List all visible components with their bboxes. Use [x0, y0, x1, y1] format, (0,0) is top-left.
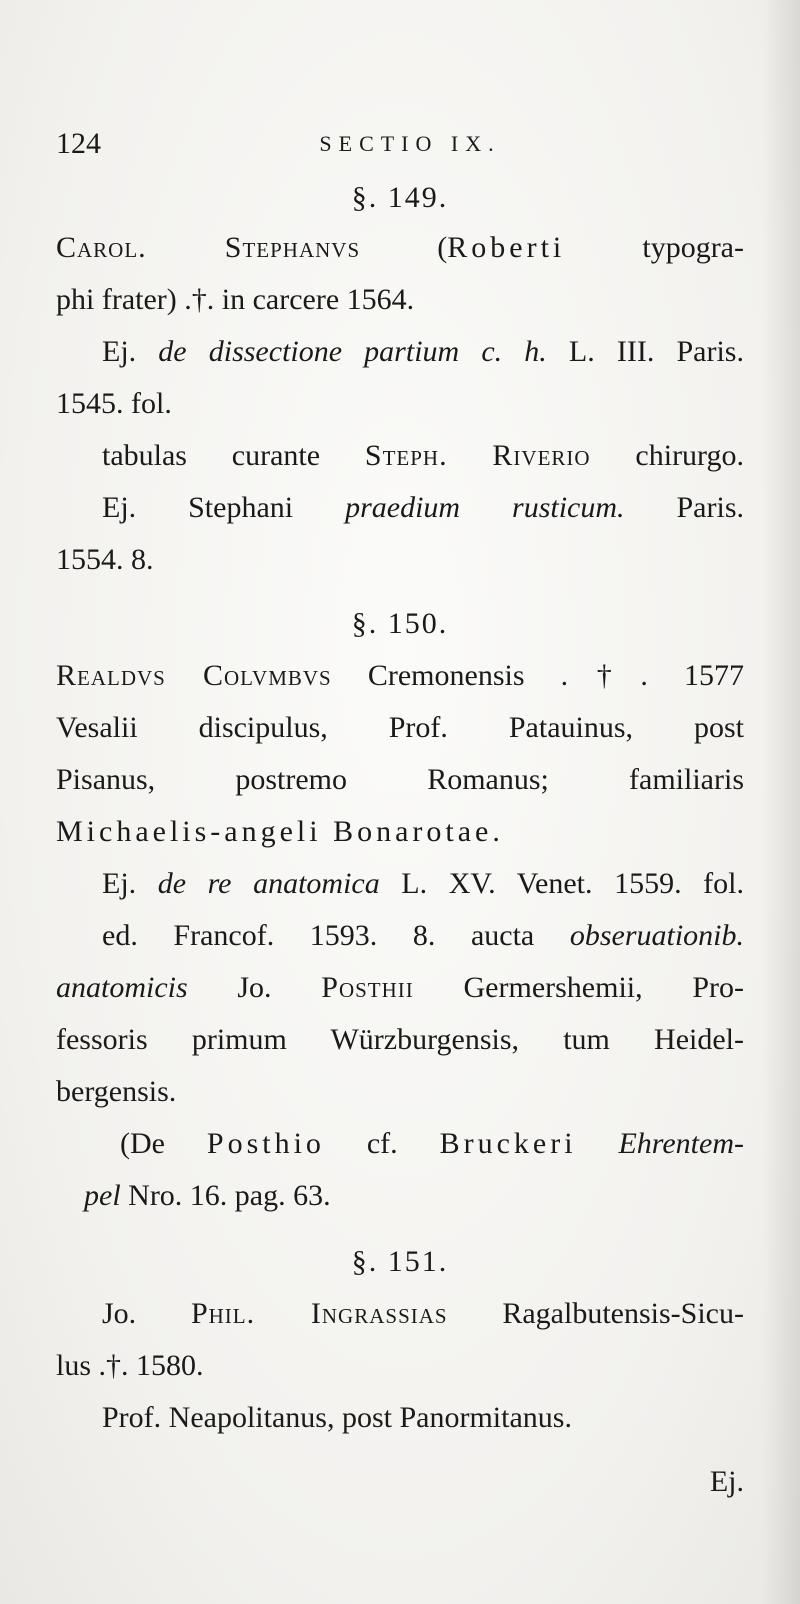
line: 1545. fol.	[56, 387, 172, 420]
section-150-title: §. 150.	[351, 607, 449, 640]
line: Ej. de re anatomica L. XV. Venet. 1559. fol.	[102, 867, 744, 900]
line: fessoris primum Würzburgensis, tum Heidel-	[56, 1023, 744, 1056]
section-151-title: §. 151.	[351, 1245, 449, 1278]
line: 1554. 8.	[56, 543, 154, 576]
line: anatomicis Jo. Posthii Germershemii, Pro-	[56, 971, 744, 1004]
line: Michaelis-angeli Bonarotae.	[56, 815, 504, 848]
line: Ej. de dissectione partium c. h. L. III. Paris.	[102, 335, 744, 368]
running-title: SECTIO IX.	[319, 131, 501, 156]
line: Prof. Neapolitanus, post Panormitanus.	[102, 1401, 572, 1434]
line: pel Nro. 16. pag. 63.	[84, 1179, 331, 1212]
line: Vesalii discipulus, Prof. Patauinus, post	[56, 711, 744, 744]
line: Ej. Stephani praedium rusticum. Paris.	[102, 491, 744, 524]
catchword: Ej.	[709, 1465, 744, 1498]
line: (De Posthio cf. Bruckeri Ehrentem-	[120, 1127, 744, 1160]
line: Realdvs Colvmbvs Cremonensis .†. 1577	[56, 659, 744, 692]
page-header	[56, 118, 744, 170]
line: ed. Francof. 1593. 8. aucta obseruationib.	[102, 919, 744, 952]
line: phi frater) .†. in carcere 1564.	[56, 283, 415, 316]
line: Pisanus, postremo Romanus; familiaris	[56, 763, 744, 796]
line: Jo. Phil. Ingrassias Ragalbutensis-Sicu-	[102, 1297, 744, 1330]
line: bergensis.	[56, 1075, 177, 1108]
page-edge-shadow	[762, 0, 800, 1604]
line: lus .†. 1580.	[56, 1349, 204, 1382]
line: tabulas curante Steph. Riverio chirurgo.	[102, 439, 745, 472]
section-149-title: §. 149.	[351, 181, 449, 214]
page-number: 124	[56, 127, 101, 160]
line: Carol. Stephanvs (Roberti typogra-	[56, 231, 744, 264]
